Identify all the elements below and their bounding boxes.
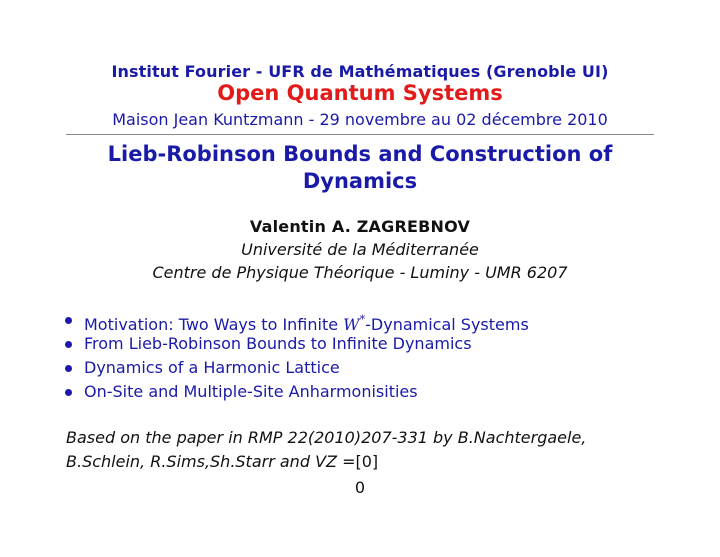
bullet-dot-icon [65, 365, 72, 372]
outline-item-anharmonisities [64, 380, 529, 404]
talk-title: Lieb-Robinson Bounds and Construction of Dynamics [107, 142, 613, 193]
citation-line-2 [66, 450, 686, 474]
outline-item-harmonic-lattice [64, 356, 529, 380]
author-name: Valentin A. ZAGREBNOV [249, 217, 471, 236]
bullet-dot-icon [65, 341, 72, 348]
outline-item-text: From Lieb-Robinson Bounds to Infinite Dynamics [84, 334, 472, 353]
bullet-dot-icon [65, 317, 72, 324]
citation-line-1: Based on the paper in RMP 22(2010)207-331 by B.Nachtergaele, [66, 428, 587, 447]
citation-reference: =[0] [342, 452, 379, 471]
citation-authors: B.Schlein, R.Sims,Sh.Starr and VZ [66, 452, 343, 471]
outline-item-text: Motivation: Two Ways to Infinite [84, 315, 344, 334]
outline-item-text: On-Site and Multiple-Site Anharmonisities [84, 382, 418, 401]
page-number: 0 [354, 478, 366, 497]
math-superscript-star: * [359, 313, 366, 326]
outline-item-text: Dynamics of a Harmonic Lattice [84, 358, 340, 377]
bullet-dot-icon [65, 389, 72, 396]
conference-title: Open Quantum Systems [217, 81, 503, 105]
header-divider [66, 134, 654, 135]
affiliation-centre: Centre de Physique Théorique - Luminy - UMR 6207 [152, 263, 568, 282]
affiliation-university: Université de la Méditerranée [241, 240, 479, 259]
math-symbol-w: W [343, 315, 360, 334]
outline-item-lieb-robinson [64, 332, 529, 356]
outline-item-text-suffix: -Dynamical Systems [365, 315, 529, 334]
institute-name: Institut Fourier - UFR de Mathématiques (Grenoble UI) [111, 62, 609, 81]
citation [66, 426, 686, 474]
outline-list [64, 308, 529, 404]
conference-venue: Maison Jean Kuntzmann - 29 novembre au 02 décembre 2010 [112, 110, 608, 129]
outline-item-motivation [64, 308, 529, 332]
